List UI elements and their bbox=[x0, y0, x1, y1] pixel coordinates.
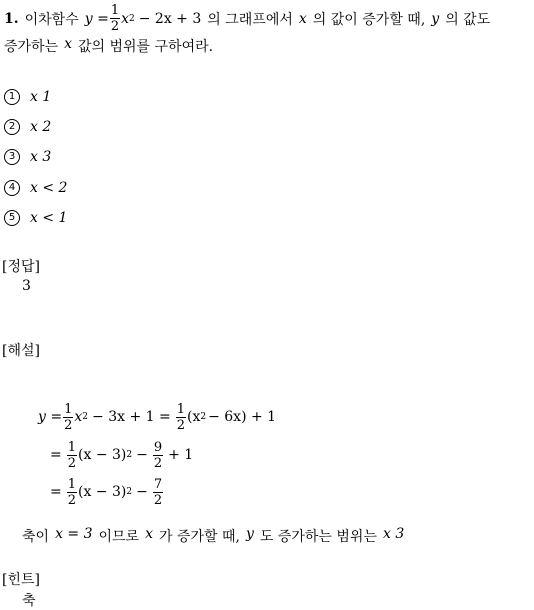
hint-text: 축 bbox=[22, 593, 36, 609]
option-text: x 3 bbox=[30, 149, 52, 165]
option-text: x < 1 bbox=[30, 210, 68, 226]
option-1[interactable] bbox=[4, 89, 51, 105]
option-text: x 2 bbox=[30, 119, 52, 135]
question-line-2: 증가하는 x 값의 범위를 구하여라. bbox=[4, 36, 214, 55]
option-number: 1 bbox=[4, 89, 20, 105]
answer-heading: [정답] bbox=[2, 259, 40, 275]
explanation-equation-line-3: = $\frac{1}{2}$ (x − 3) 2 − $\frac{7}{2}$ bbox=[50, 476, 163, 508]
question-line-1: 1. 이차함수 y = $\frac{1}{2}$ x 2 − 2x + 3 의 그래프에서 x 의 값이 증가할 때, y 의 값도 bbox=[4, 3, 491, 34]
question-text-end: 의 값도 bbox=[445, 11, 491, 28]
option-text: x < 2 bbox=[30, 180, 68, 196]
explanation-heading: [해설] bbox=[2, 343, 40, 359]
option-number: 2 bbox=[4, 119, 20, 135]
question-text-post: 의 그래프에서 bbox=[207, 11, 293, 28]
option-4[interactable] bbox=[4, 180, 67, 196]
option-number: 3 bbox=[4, 149, 20, 165]
question-text-tail: 의 값이 증가할 때, bbox=[312, 11, 426, 28]
hint-heading: [힌트] bbox=[2, 572, 40, 588]
answer-value: 3 bbox=[22, 278, 31, 294]
option-number: 5 bbox=[4, 210, 20, 226]
option-number: 4 bbox=[4, 180, 20, 196]
question-number: 1. bbox=[4, 10, 19, 27]
explanation-conclusion: 축이 x = 3 이므로 x 가 증가할 때, y 도 증가하는 범위는 x 3 bbox=[22, 526, 405, 545]
explanation-equation-line-2: = $\frac{1}{2}$ (x − 3) 2 − $\frac{9}{2}$ + 1 bbox=[50, 439, 194, 471]
question-equation: y = $\frac{1}{2}$ x 2 − 2x + 3 bbox=[84, 3, 202, 34]
option-2[interactable] bbox=[4, 119, 51, 135]
explanation-equation-line-1: y = $\frac{1}{2}$ x 2 − 3x + 1 = $\frac{1}{2}$ (x 2 − 6x) + 1 bbox=[38, 401, 277, 433]
option-3[interactable] bbox=[4, 149, 51, 165]
question-text-pre: 이차함수 bbox=[24, 11, 79, 28]
option-5[interactable] bbox=[4, 210, 67, 226]
fraction: $\frac{1}{2}$ bbox=[110, 3, 120, 34]
option-text: x 1 bbox=[30, 89, 52, 105]
